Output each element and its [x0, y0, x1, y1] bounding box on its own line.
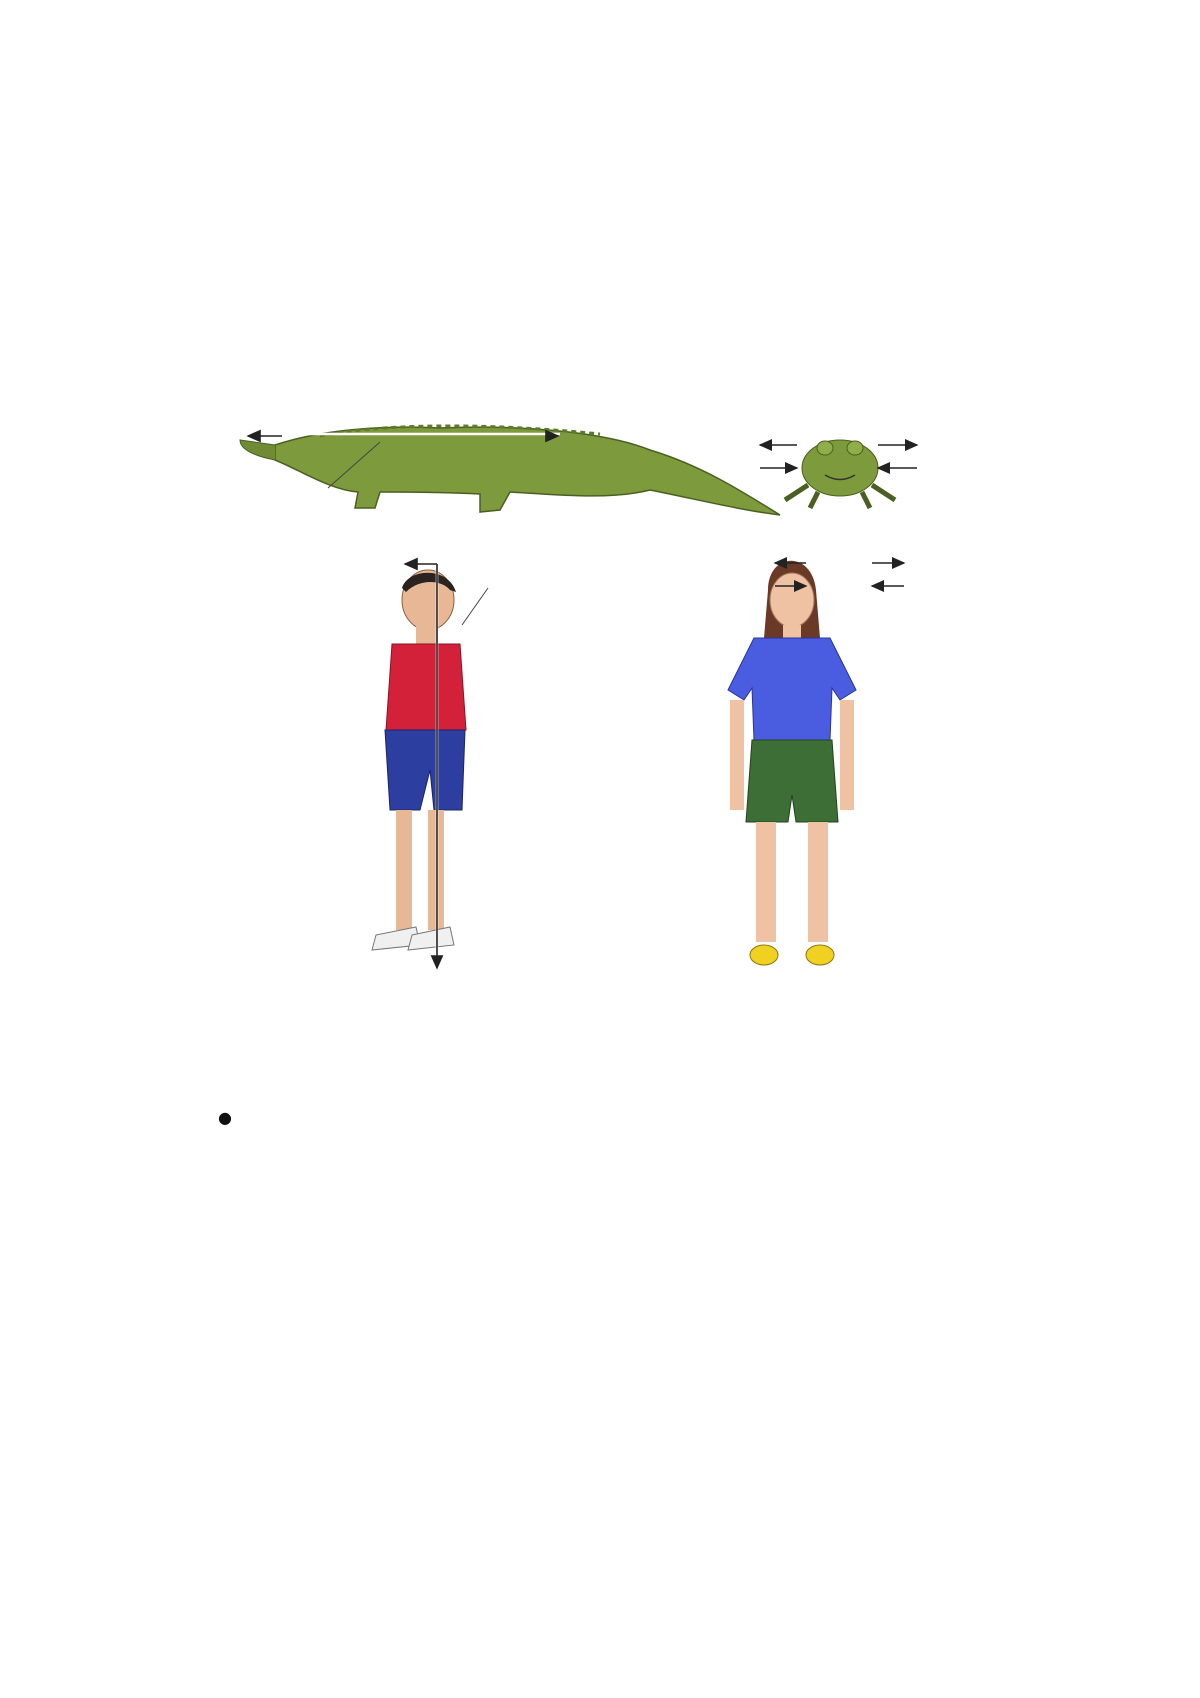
frog-illustration	[785, 440, 895, 508]
man-side-illustration	[372, 570, 466, 950]
crocodile-illustration	[240, 426, 780, 515]
man-neuraxis-pointer	[462, 588, 488, 625]
anatomical-directions-figure	[180, 400, 1030, 1100]
ipsi-bullet: ●	[218, 1108, 232, 1127]
woman-front-illustration	[728, 561, 856, 965]
